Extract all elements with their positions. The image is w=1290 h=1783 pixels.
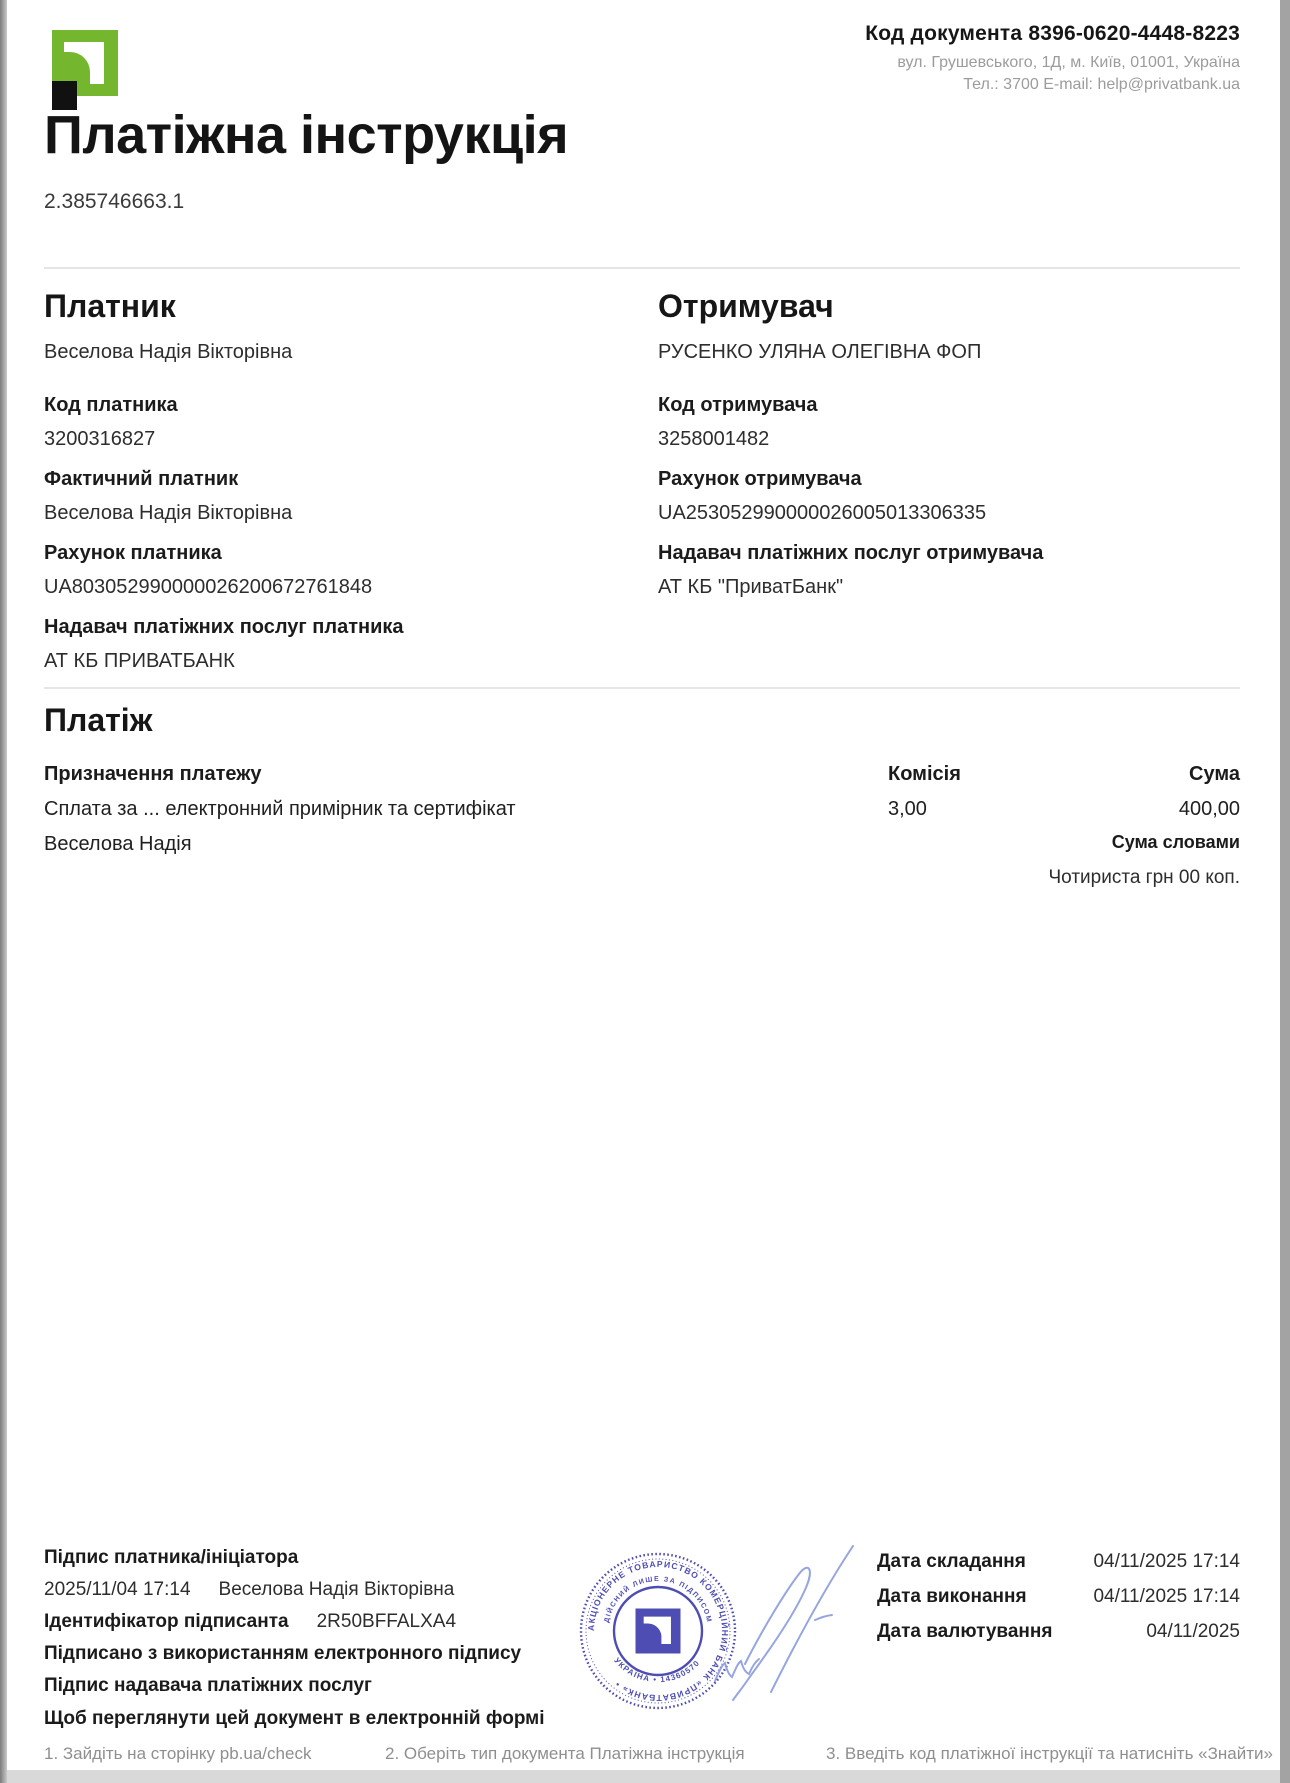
date-row-executed [877, 1586, 1240, 1608]
receiver-section-title: Отримувач [658, 288, 834, 324]
date-label: Дата виконання [877, 1586, 1027, 1607]
payer-section [44, 288, 604, 690]
date-value: 04/11/2025 17:14 [1093, 1551, 1240, 1572]
date-row-value-date [877, 1621, 1240, 1643]
amount-in-words-value: Чотириста грн 00 коп. [1048, 867, 1240, 888]
receiver-field-code [658, 394, 1240, 451]
payer-sign-label: Підпис платника/ініціатора [44, 1547, 299, 1568]
field-value: UA803052990000026200672761848 [44, 576, 373, 598]
bank-address [865, 52, 1240, 96]
document-code-label: Код документа [865, 22, 1023, 45]
signer-id-value: 2R50BFFALXA4 [316, 1611, 457, 1632]
divider-top [44, 267, 1240, 269]
signer-id-label: Ідентифікатор підписанта [44, 1611, 289, 1632]
purpose-value-line2: Веселова Надія [44, 833, 192, 855]
verification-step-1: 1. Зайдіть на сторінку pb.ua/check [44, 1744, 312, 1763]
payment-section [44, 702, 1240, 888]
field-value: 3258001482 [658, 428, 770, 450]
esign-note: Підписано з використанням електронного підпису [44, 1643, 522, 1664]
sign-datetime-name [44, 1580, 684, 1600]
field-label: Код платника [44, 394, 178, 416]
field-value: Веселова Надія Вікторівна [44, 502, 293, 524]
field-value: АТ КБ ПРИВАТБАНК [44, 650, 235, 672]
page-edge-right [1280, 0, 1290, 1783]
sign-name: Веселова Надія Вікторівна [218, 1579, 455, 1600]
stamp-inner-text: ДІЙСНИЙ ЛИШЕ ЗА ПІДПИСОМ [603, 1575, 713, 1624]
bank-address-line1: вул. Грушевського, 1Д, м. Київ, 01001, Україна [897, 54, 1240, 71]
date-label: Дата складання [877, 1551, 1026, 1572]
bank-contact-line: Тел.: 3700 E-mail: help@privatbank.ua [963, 76, 1240, 93]
field-label: Надавач платіжних послуг платника [44, 616, 404, 638]
amount-in-words-label: Сума словами [1111, 832, 1240, 852]
commission-header: Комісія [888, 763, 961, 785]
receiver-section [658, 288, 1240, 616]
document-number: 2.385746663.1 [44, 190, 185, 213]
date-label: Дата валютування [877, 1621, 1053, 1642]
document-code-value: 8396-0620-4448-8223 [1028, 22, 1240, 45]
date-value: 04/11/2025 17:14 [1093, 1586, 1240, 1607]
amount-value: 400,00 [1178, 798, 1240, 820]
privatbank-logo-icon [50, 30, 118, 112]
field-label: Рахунок отримувача [658, 468, 862, 490]
purpose-value-line1: Сплата за ... електронний примірник та сертифікат [44, 798, 516, 820]
signature-block [44, 1548, 684, 1708]
payer-field-account [44, 542, 604, 599]
verification-step-3: 3. Введіть код платіжної інструкції та натисніть «Знайти» [826, 1744, 1273, 1763]
amount-in-words-block [1049, 832, 1240, 889]
amount-header: Сума [1189, 763, 1240, 785]
purpose-header: Призначення платежу [44, 763, 262, 785]
payer-section-title: Платник [44, 288, 176, 324]
payment-section-title: Платіж [44, 702, 153, 738]
page-title: Платіжна інструкція [44, 105, 569, 165]
field-value: 3200316827 [44, 428, 156, 450]
field-value: UA253052990000026005013306335 [658, 502, 987, 524]
payer-field-actual [44, 468, 604, 525]
receiver-name: РУСЕНКО УЛЯНА ОЛЕГІВНА ФОП [658, 341, 982, 363]
field-label: Код отримувача [658, 394, 818, 416]
stamp-outer-text: АКЦІОНЕРНЕ ТОВАРИСТВО КОМЕРЦІЙНИЙ БАНК «ПРИВАТБАНК» • [585, 1558, 731, 1704]
date-value: 04/11/2025 [1146, 1621, 1240, 1642]
payer-field-code [44, 394, 604, 451]
page-edge-bottom [7, 1770, 1280, 1783]
provider-sign-label: Підпис надавача платіжних послуг [44, 1675, 372, 1696]
signer-id-row [44, 1612, 684, 1632]
divider-middle [44, 687, 1240, 689]
page-edge-left [0, 0, 7, 1783]
header-right [865, 22, 1240, 96]
date-row-created [877, 1551, 1240, 1573]
payer-field-provider [44, 616, 604, 673]
field-label: Фактичний платник [44, 468, 239, 490]
verification-step-2: 2. Оберіть тип документа Платіжна інструкція [385, 1744, 745, 1763]
field-label: Надавач платіжних послуг отримувача [658, 542, 1044, 564]
stamp-bottom-text: УКРАЇНА • 14360570 [612, 1656, 702, 1685]
document-code [865, 22, 1240, 46]
dates-block [877, 1551, 1240, 1656]
receiver-field-provider [658, 542, 1240, 599]
commission-value: 3,00 [888, 798, 927, 820]
receiver-field-account [658, 468, 1240, 525]
payer-name: Веселова Надія Вікторівна [44, 341, 293, 363]
verification-steps [44, 1744, 1273, 1768]
sign-datetime: 2025/11/04 17:14 [44, 1579, 191, 1600]
field-value: АТ КБ "ПриватБанк" [658, 576, 844, 598]
view-document-note: Щоб переглянути цей документ в електронній формі [44, 1708, 545, 1729]
field-label: Рахунок платника [44, 542, 222, 564]
